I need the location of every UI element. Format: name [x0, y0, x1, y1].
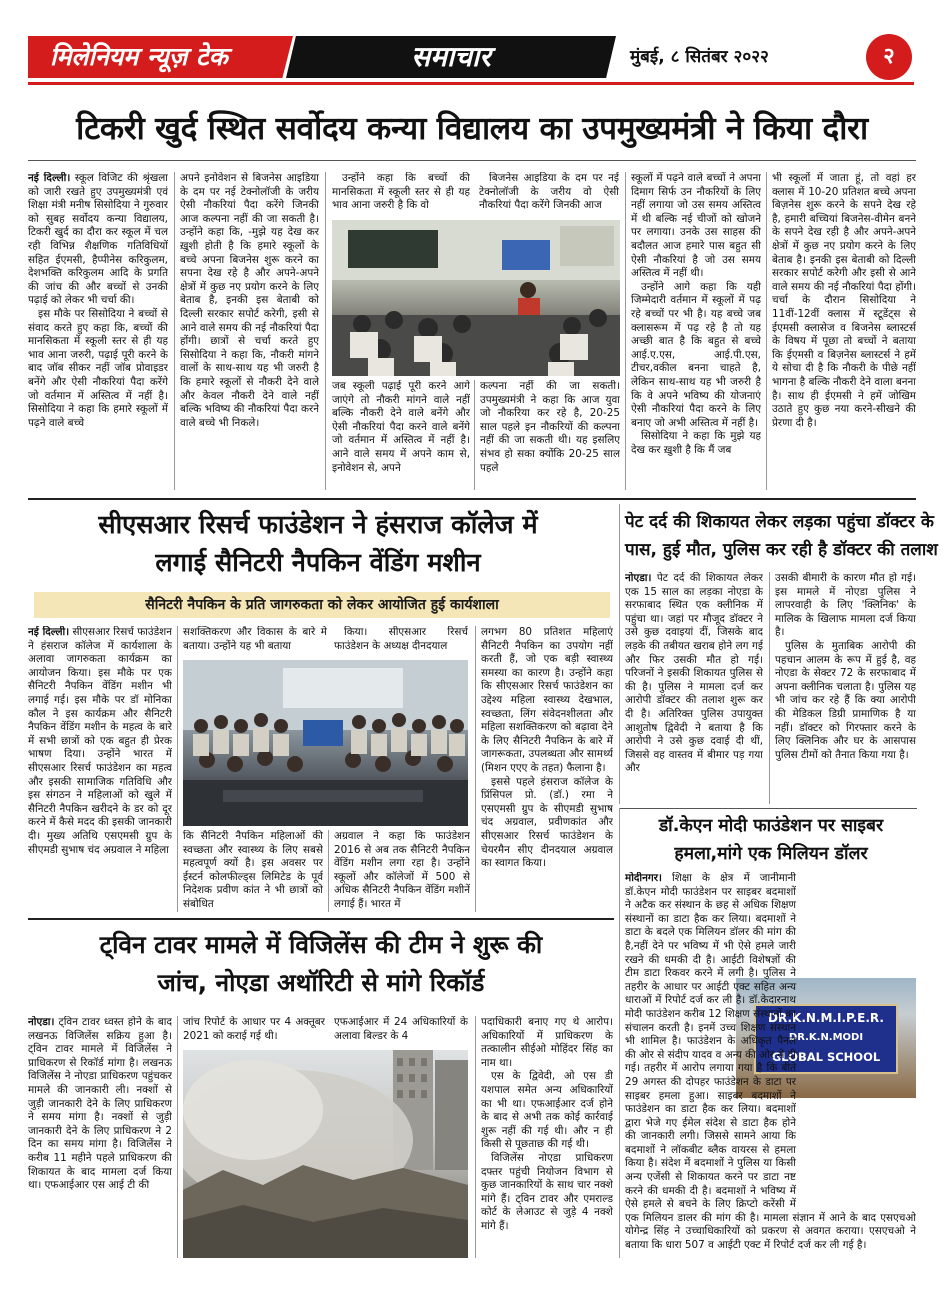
story3-text: उसकी बीमारी के कारण मौत हो गई। इस मामले में नोएडा पुलिस ने लापरवाही के लिए 'क्लिनिक' के मालिक के खिलाफ मामला दर्ज किया है। [775, 572, 916, 639]
story4-headline-2: हमला,मांगे एक मिलियन डॉलर [674, 844, 868, 864]
column-rule [474, 380, 475, 490]
story5-column-1 [28, 1016, 172, 1258]
story4-headline-1: डॉ.केएन मोदी फाउंडेशन पर साइबर [658, 816, 884, 836]
story1-text: सिसोदिया ने कहा कि मुझे यह देख कर ख़ुशी है कि मैं जब [631, 430, 761, 456]
section-divider [28, 918, 614, 920]
story3-headline-2: पास, हुई मौत, पुलिस कर रही है डॉक्टर की तलाश [625, 540, 938, 560]
story4-body [625, 872, 916, 1258]
story2-text: किया। सीएसआर रिसर्च फाउंडेशन के अध्यक्ष दीनदयाल [334, 626, 468, 652]
column-rule [625, 172, 626, 490]
story1-headline: टिकरी खुर्द स्थित सर्वोदय कन्या विद्यालय का उपमुख्यमंत्री ने किया दौरा [76, 111, 868, 147]
column-rule [177, 1016, 178, 1258]
column-rule [769, 572, 770, 804]
story2-column-4 [481, 626, 613, 912]
story1-text: स्कूल विजिट की श्रृंखला को जारी रखते हुए उपमुख्यमंत्री एवं शिक्षा मंत्री मनीष सिसोदिया ने गुरुवार को सुबह सर्वोदय कन्या विद्यालय, टिकरी खुर्द का दौरा कर स्कूल में चल रही विभिन्न शैक्षणिक गतिविधियों सहित ईएमसी, हैप्पीनेस करिकुलम, देशभक्ति करिकुलम आदि के प्रगति की जांच की और बच्चों से उनकी पढ़ाई को लेकर भी चर्चा की। [28, 172, 168, 307]
classroom-photo [332, 220, 620, 376]
column-rule [328, 830, 329, 912]
story1-column-4-top [479, 172, 619, 218]
story2-text: सीएसआर रिसर्च फाउंडेशन ने हंसराज कॉलेज में कार्यशाला के अलावा जागरुकता कार्यक्रम का आयोजन किया। इस मौके पर एक सैनिटरी नैपकिन वेंडिंग मशीन भी लगाई गई। इस मौके पर डॉ मोनिका कौल ने इस कार्यक्रम और सैनिटरी नैपकिन वेंडिंग मशीन के महत्व के बारे में सभी छात्रों को एक बहुत ही प्रेरक भाषण दिया। उन्होंने भारत में सीएसआर रिसर्च फाउंडेशन का महत्व और इसकी सामाजिक गतिविधि और इस संगठन ने महिलाओं को खुले में सैनिटरी नैपकिन खरीदने के डर को दूर करने में कैसे मदद की इसकी जानकारी दी। मुख्य अतिथि एसएमसी ग्रुप के सीएमडी सुभाष चंद अग्रवाल ने महिला [28, 626, 172, 856]
story1-column-3-bottom [332, 380, 470, 490]
story2-column-1 [28, 626, 172, 912]
story2-text: अग्रवाल ने कहा कि फाउंडेशन 2016 से अब तक सैनिटरी नैपकिन वेंडिंग मशीन लगा रहा है। उन्होंने स्कूलों और कॉलेजों में 500 से अधिक सैनिटरी नैपकिन वेंडिंग मशीनें लगाई हैं। भारत में [334, 830, 470, 910]
story1-column-6 [772, 172, 916, 490]
column-rule [177, 626, 178, 912]
story3-column-2 [775, 572, 916, 804]
story2-text: सशक्तिकरण और विकास के बारे मे बताया। उन्होंने यह भी बताया [183, 626, 327, 652]
story1-column-2 [180, 172, 319, 490]
masthead-rule [28, 82, 914, 85]
section-title: समाचार [411, 40, 491, 73]
story5-text: ट्विन टावर ध्वस्त होने के बाद लखनऊ विजिलेंस सक्रिय हुआ है। ट्विन टावर मामले में विजिलेंस ने प्राधिकरण से रिकॉर्ड मांगा है। लखनऊ विजिलेंस ने नोएडा प्राधिकरण पहुंचकर मामले की जानकारी ली। नक्शों से जुड़ी जानकारी देने के लिए प्राधिकरण ने समय मांगा है। नक्शों से जुड़ी जानकारी देने के लिए प्राधिकरण ने 2 दिन का समय मांगा है। विजिलेंस ने करीब 11 महीने पहले प्राधिकरण की शिकायत के बाद मामला दर्ज किया था। एफआईआर एस आई टी की [28, 1016, 172, 1192]
story2-column-3-bottom [334, 830, 470, 912]
story5-text: एस के द्विवेदी, ओ एस डी यशपाल समेत अन्य अधिकारियों का भी था। एफआईआर दर्ज होने के बाद से अभी तक कोई कार्रवाई शुरू नहीं की गई थी। और न ही किसी से पूछताछ की गई थी। [481, 1070, 613, 1151]
story2-text: इससे पहले हंसराज कॉलेज के प्रिंसिपल प्रो. (डॉ.) रमा ने एसएमसी ग्रुप के सीएमडी सुभाष चंद अग्रवाल, प्रवीणकांत और सीएसआर रिसर्च फाउंडेशन के चेयरमैन सीए दीनदयाल अग्रवाल का स्वागत किया। [481, 775, 613, 870]
story1-text: उन्होंने कहा कि बच्चों की मानसिकता में स्कूली स्तर से ही यह भाव आना जरुरी है कि वो [332, 172, 470, 212]
page-number: २ [883, 44, 895, 69]
masthead [28, 34, 918, 86]
demolition-photo [183, 1050, 468, 1258]
story2-column-2-bottom [183, 830, 323, 912]
story2-headline-2: लगाई सैनिटरी नैपकिन वेंडिंग मशीन [155, 548, 481, 578]
group-illustration [183, 660, 468, 826]
story1-text: बिजनेस आइडिया के दम पर नई टेक्नोलॉजी के जरीय वो ऐसी नौकरियां पैदा करेंगे जिनकी आज [479, 172, 619, 212]
column-rule [619, 504, 620, 804]
story3-text: पेट दर्द की शिकायत लेकर एक 15 साल का लड़का नोएडा के सरफाबाद स्थित एक क्लीनिक में पहुंचा था। जहां पर मौजूद डॉक्टर ने उसे कुछ दवाइयां दीं, जिसके बाद लड़के की तबीयत खराब होने लग गई और फिर उसकी मौत हो गई। परिजनों ने इसकी शिकायत पुलिस से की है। पुलिस ने मामला दर्ज कर आरोपी डॉक्टर की तलाश शुरू कर दी है। अतिरिक्त पुलिस उपायुक्त आशुतोष द्विवेदी ने बताया है कि आरोपी ने उसे कुछ दवाई दी थीं, जिससे वह वास्तव में बीमार पड़ गया और [625, 572, 763, 775]
story1-text: स्कूलों में पढ़ने वाले बच्चों ने अपना दिमाग सिर्फ उन नौकरियों के लिए नहीं लगाया जो उस समय अस्तित्व में थी बल्कि नई चीजों को खोजने पर लगाया। उनके उस साहस की बदौलत आज हमारे पास बहुत सी ऐसी नौकरियां है जो उस समय अस्तित्व में नहीं थी। [631, 172, 761, 280]
story3-dateline: नोएडा। [625, 572, 652, 584]
story3-headline-1: पेट दर्द की शिकायत लेकर लड़का पहुंचा डॉक्टर के [625, 512, 934, 532]
story5-column-3-top [334, 1016, 468, 1046]
story5-headline-1: ट्विन टावर मामले में विजिलेंस की टीम ने शुरू की [99, 930, 543, 959]
story2-subhead: सैनिटरी नैपकिन के प्रति जागरुकता को लेकर आयोजित हुई कार्यशाला [145, 597, 499, 613]
story5-headline-2: जांच, नोएडा अथॉरिटी से मांगे रिकॉर्ड [157, 968, 485, 997]
sign-line-3: GLOBAL SCHOOL [771, 1050, 881, 1064]
column-rule [766, 172, 767, 490]
story3-text: पुलिस के मुताबिक आरोपी की पहचान आलम के रूप में हुई है, वह नोएडा के सेक्टर 72 के सरफाबाद में अपना क्लीनिक चलाता है। पुलिस यह भी जांच कर रहे हैं कि क्या आरोपी की मेडिकल डिग्री प्रामाणिक है या नहीं। डॉक्टर को गिरफ्तार करने के लिए क्लिनिक और घर के आसपास पुलिस टीमों को तैनात किया गया है। [775, 639, 916, 761]
story5-dateline: नोएडा। [28, 1016, 55, 1028]
sign-line-2: DR.K.N.MODI [788, 1032, 864, 1043]
story5-text: विजिलेंस नोएडा प्राधिकरण दफ्तर पहुंची नियोजन विभाग से कुछ जानकारियों के साथ चार नक्शे मांगे हैं। ट्विन टावर और एमराल्ड कोर्ट के लेआउट से जुड़े 4 नक्शे मांगे हैं। [481, 1151, 613, 1232]
column-rule [475, 626, 476, 912]
story2-column-3-top [334, 626, 468, 656]
story1-dateline: नई दिल्ली। [28, 172, 71, 184]
divider [28, 160, 916, 161]
story1-text: कल्पना नहीं की जा सकती। उपमुख्यमंत्री ने कहा कि आज युवा जो नौकरिया कर रहे है, 20-25 साल पहले इन नौकरियों की कल्पना नहीं की जा सकती थी। यह इसलिए संभव हो सका क्योंकि 20-25 साल पहले [480, 380, 620, 474]
workshop-group-photo [183, 660, 468, 826]
story2-text: लगभग 80 प्रतिशत महिलाएं सैनिटरी नैपकिन का उपयोग नहीं करती हैं, जो एक बड़ी स्वास्थ्य समस्या का कारण है। उन्होंने कहा कि सीएसआर रिसर्च फाउंडेशन का उद्देश्य महिला स्वास्थ्य देखभाल, स्वच्छता, लिंग संवेदनशीलता और महिला सशक्तिकरण को बढ़ावा देने के लिए सैनिटरी नैपकिन के बारे में जागरूकता, उपलब्धता और सामर्थ्य (मिशन एएए के तहत) फैलाना है। [481, 626, 613, 774]
story1-text: इस मौके पर सिसोदिया ने बच्चों से संवाद करते हुए कहा कि, बच्चों की मानसिकता में स्कूली स्तर से ही यह भाव आना जरुरी, पढ़ाई पूरी करने के बाद जॉब सीकर नहीं जॉब प्रोवाइडर बनेंगे और ऐसी नौकरियां पैदा करेंगे जो वर्तमान में अस्तित्व में नहीं है। सिसोदिया ने कहा कि हमारे स्कूलों में पढ़ने वाले बच्चे [28, 307, 168, 429]
story5-text: एफआईआर में 24 अधिकारियों के अलावा बिल्डर के 4 [334, 1016, 468, 1042]
story1-column-4-bottom [480, 380, 620, 490]
story4-dateline: मोदीनगर। [625, 872, 662, 884]
story1-text: अपने इनोवेशन से बिजनेस आइडिया के दम पर नई टेक्नोलॉजी के जरीय ऐसी नौकरियां पैदा करेंगे जिनकी आज कल्पना नहीं की जा सकती है। उन्होंने कहा कि, -मुझे यह देख कर ख़ुशी होती है कि हमारे स्कूलों के बच्चे अपना बिजनेस शुरू करने का सपना देख रहे है और अपने-अपने क्षेत्रों में कुछ नए प्रयोग करने के लिए बेताब है, इनकी इस बेताबी को दिल्ली सरकार सपोर्ट करेगी, इसी से आने वाले समय की नई नौकरियां पैदा होंगी। छात्रों से चर्चा करते हुए सिसोदिया ने कहा कि, नौकरी मांगने वालों के साथ-साथ यह भी जरुरी है कि हमारे स्कूलों से नौकरी देने वाले और केवल नौकरी देने वाले नहीं बल्कि भविष्य की नौकरियां पैदा करने वाले बच्चे भी निकले। [180, 172, 319, 429]
column-rule [619, 808, 620, 1258]
photo-float-space [800, 976, 916, 1206]
story5-column-4 [481, 1016, 613, 1258]
section-divider [28, 498, 916, 500]
column-rule [325, 172, 326, 490]
story1-text: जब स्कूली पढ़ाई पूरी करने आगे जाएंगे तो नौकरी मांगने वाले नहीं बल्कि नौकरी देने वाले बनेंगे और ऐसी नौकरियां पैदा करने वाले बनेंगे जो वर्तमान में अस्तित्व में नहीं है। आने वाले समय में अपने काम से, इनोवेशन से, अपने [332, 380, 470, 474]
story2-dateline: नई दिल्ली। [28, 626, 70, 638]
classroom-illustration [332, 220, 620, 376]
sign-line-1: DR.K.N.M.I.P.E.R. [768, 1011, 884, 1025]
story1-column-3-top [332, 172, 470, 218]
story1-column-1 [28, 172, 168, 490]
story2-text: कि सैनिटरी नैपकिन महिलाओं की स्वच्छता और स्वास्थ्य के लिए सबसे महत्वपूर्ण क्यों है। इस अवसर पर ईस्टर्न कोलफील्ड्स लिमिटेड के पूर्व निदेशक प्रवीण कांत ने भी छात्रों को संबोधित [183, 830, 323, 910]
story4-text: शिक्षा के क्षेत्र में जानीमानी डॉ.केएन मोदी फाउंडेशन पर साइबर बदमाशों ने अटैक कर संस्थान के छह से अधिक शिक्षण संस्थानों का डाटा हैक कर लिया। बदमाशों ने डाटा के बदले एक मिलियन डॉलर की मांग की है,नहीं देने पर भविष्य में भी ऐसे हमले जारी रखने की धमकी दी है। आईटी विशेषज्ञों की टीम डाटा रिकवर करने में लगी है। पुलिस ने तहरीर के आधार पर आईटी एक्ट सहित अन्य धाराओं में रिपोर्ट दर्ज कर ली है। डॉ.केदारनाथ मोदी फाउंडेशन करीब 12 शिक्षण संस्थानों का संचालन करती है। इनमें उच्च शिक्षण संस्थान भी शामिल है। फाउंडेशन के अधिकृत पैनल की ओर से संदीप यादव व अन्य की ओर से दी गई। तहरीर में आरोप लगाया गया है कि बीते 29 अगस्त की दोपहर फाउंडेशन के डाटा पर साइबर हमला हुआ। साइबर बदमाशों ने फाउंडेशन का डाटा हैक कर लिया। बदमाशों द्वारा भेजे गए ईमेल संदेश से डाटा हैक होने की जानकारी लगी। जिससे सामने आया कि बदमाशों ने लॉकबीट ब्लैक वायरस से हमला किया है। संदेश में बदमाशों ने पुलिस या किसी अन्य एजेंसी से शिकायत करने पर डाटा नष्ट करने की धमकी दी है। बदमाशों ने भविष्य में ऐसे हमले से बचने के लिए क्रिप्टो करेंसी में एक मिलियन डालर की मांग की है। मामला संज्ञान में आने के बाद एसएचओ योगेन्द्र सिंह ने उच्चाधिकारियों को प्रकरण से अवगत कराया। एसएचओ ने बताया कि धारा 507 व आईटी एक्ट में रिपोर्ट दर्ज कर ली गई है। [625, 872, 916, 1252]
story1-text: भी स्कूलों में जाता हूं, तो वहां हर क्लास में 10-20 प्रतिशत बच्चे अपना बिज़नेस शुरू करने के सपने देख रहे है, हमारी बच्चियां बिजनेस-वीमेन बनने के सपने देख रही है और अपने-अपने क्षेत्रों में कुछ नए प्रयोग करने के लिए बेताब है। इनकी इस बेताबी को दिल्ली सरकार सपोर्ट करेगी और इसी से आने वाले समय की नई नौकरियां पैदा होंगी। चर्चा के दौरान सिसोदिया ने 11वीं-12वीं क्लास में स्टूडेंट्स से ईएमसी क्लासेज व बिजनेस ब्लास्टर्स के विषय में पूछा तो बच्चों ने बताया कि ईएमसी व बिज़नेस ब्लास्टर्स ने हमें ये सोचा दी है कि नौकरी के पीछे नहीं भागना है बल्कि नौकरी देने वाला बनना है। साथ ही ईएमसी ने हमें जोखिम उठाते हुए कुछ नया करने-सीखने की प्रेरणा दी है। [772, 172, 916, 429]
story5-column-2-top [183, 1016, 325, 1046]
story2-column-2-top [183, 626, 327, 656]
dateline: मुंबई, ८ सितंबर २०२२ [630, 47, 769, 67]
divider [619, 808, 917, 809]
story5-text: जांच रिपोर्ट के आधार पर 4 अक्तूबर 2021 को कराई गई थी। [183, 1016, 325, 1042]
story1-column-5 [631, 172, 761, 490]
column-rule [174, 172, 175, 490]
column-rule [475, 1016, 476, 1258]
story3-column-1 [625, 572, 763, 804]
story2-headline-1: सीएसआर रिसर्च फाउंडेशन ने हंसराज कॉलेज में [98, 510, 538, 540]
story1-text: उन्होंने आगे कहा कि यही जिम्मेदारी वर्तमान में स्कूलों में पढ़ रहे बच्चों पर भी है। यह बच्चे जब क्लासरूम में पढ़ रहे है तो यह अच्छी बात है कि बहुत से बच्चे आई.ए.एस, आई.पी.एस, टीचर,वकील बनना चाहते है, लेकिन साथ-साथ यह भी जरुरी है कि वे अपने भविष्य की योजनाएं ऐसी नौकरियां पैदा करने के लिए बनाए जो अभी अस्तित्व में नहीं है। [631, 280, 761, 429]
paper-name: मिलेनियम न्यूज़ टेक [50, 42, 228, 71]
story5-text: पदाधिकारी बनाए गए थे आरोप। अधिकारियों में प्राधिकरण के तत्कालीन सीईओ मोहिंदर सिंह का नाम था। [481, 1016, 613, 1069]
demolition-illustration [183, 1050, 468, 1258]
